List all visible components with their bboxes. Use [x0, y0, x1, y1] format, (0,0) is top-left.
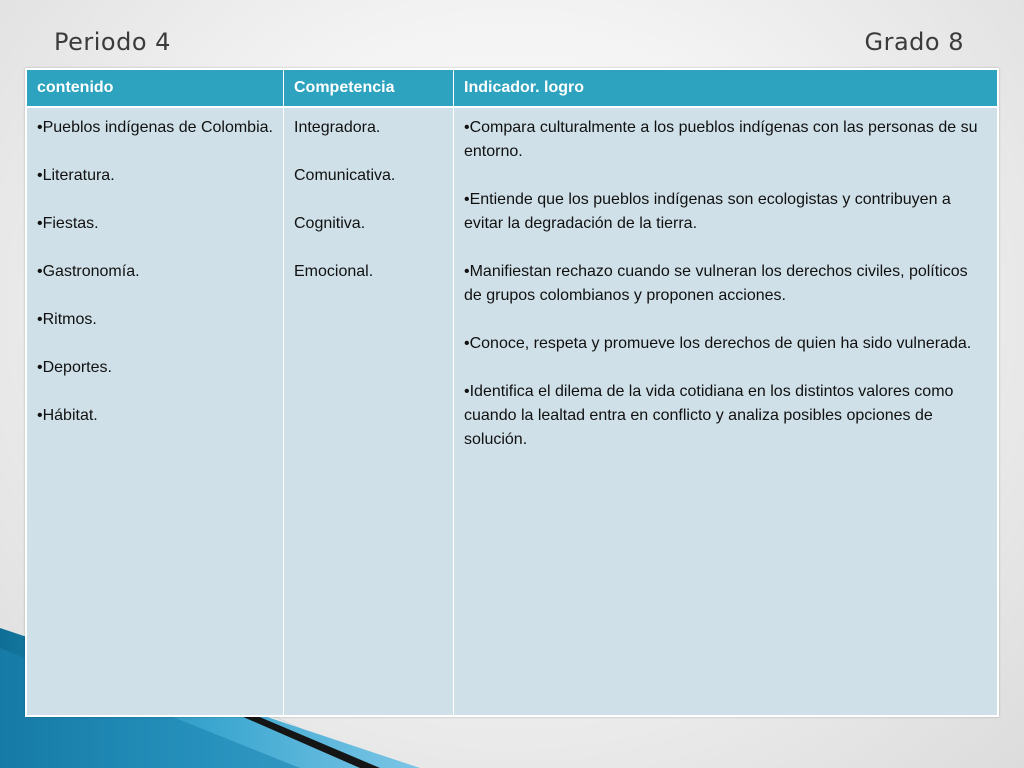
competencia-item: Integradora. — [294, 119, 381, 136]
indicador-item: •Manifiestan rechazo cuando se vulneran los derechos civiles, políticos de grupos colombianos y proponen acciones. — [464, 263, 968, 304]
curriculum-table — [26, 69, 998, 716]
competencia-cell — [284, 107, 454, 716]
header-indicador-logro: Indicador. logro — [454, 70, 998, 108]
indicador-item: •Identifica el dilema de la vida cotidiana en los distintos valores como cuando la lealtad entra en conflicto y analiza posibles opciones de solución. — [464, 383, 954, 448]
competencia-item: Emocional. — [294, 263, 374, 280]
slide-header — [54, 28, 964, 56]
contenido-item: •Pueblos indígenas de Colombia. — [37, 119, 273, 136]
contenido-item: •Ritmos. — [37, 311, 97, 328]
grade-title: Grado 8 — [864, 28, 964, 56]
indicador-item: •Entiende que los pueblos indígenas son ecologistas y contribuyen a evitar la degradación de la tierra. — [464, 191, 951, 232]
contenido-item: •Literatura. — [37, 167, 115, 184]
header-competencia: Competencia — [284, 70, 454, 108]
indicador-cell — [454, 107, 998, 716]
table-row — [27, 107, 998, 716]
competencia-item: Cognitiva. — [294, 215, 366, 232]
content-table-wrapper — [25, 68, 999, 717]
header-contenido: contenido — [27, 70, 284, 108]
period-title: Periodo 4 — [54, 28, 171, 56]
competencia-item: Comunicativa. — [294, 167, 396, 184]
contenido-cell — [27, 107, 284, 716]
indicador-item: •Conoce, respeta y promueve los derechos de quien ha sido vulnerada. — [464, 335, 972, 352]
contenido-item: •Gastronomía. — [37, 263, 140, 280]
contenido-item: •Fiestas. — [37, 215, 99, 232]
table-header-row — [27, 70, 998, 108]
indicador-item: •Compara culturalmente a los pueblos indígenas con las personas de su entorno. — [464, 119, 978, 160]
contenido-item: •Hábitat. — [37, 407, 98, 424]
contenido-item: •Deportes. — [37, 359, 112, 376]
